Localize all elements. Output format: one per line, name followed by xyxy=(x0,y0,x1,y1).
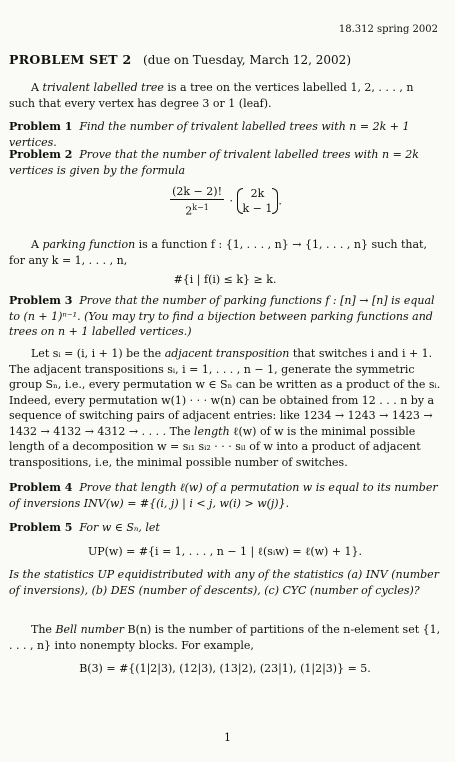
page-number: 1 xyxy=(224,731,231,744)
problem-5-label: Problem 5 xyxy=(9,521,73,534)
problem-5-question: Is the statistics UP equidistributed with any of the statistics (a) INV (number of inversions), (b) DES (number of descents), (c) CYC (number of cycles)? xyxy=(9,568,439,597)
problem-4 xyxy=(9,480,441,511)
problem-3 xyxy=(9,293,441,340)
problem-3-label: Problem 3 xyxy=(9,294,73,307)
problem-5-text: For w ∈ Sₙ, let xyxy=(79,521,160,534)
problem-1-text: Find the number of trivalent labelled trees with n = 2k + 1 vertices. xyxy=(9,120,410,149)
problem-5-formula: UP(w) = #{i = 1, . . . , n − 1 | ℓ(sᵢw) = ℓ(w) + 1}. xyxy=(87,544,363,558)
text: B(n) is the number of partitions of the n-element set {1, . . . , n} into nonempty blocks. For example, xyxy=(9,623,441,652)
text: is a tree on the vertices labelled 1, 2, . . . , n such that every vertex has degree 3 or 1 (leaf). xyxy=(9,81,414,110)
problem-2-label: Problem 2 xyxy=(9,148,73,161)
period: . xyxy=(278,194,282,208)
problem-4-text: Prove that length ℓ(w) of a permutation w is equal to its number of inversions INV(w) = #{(i, j) | i < j, w(i) > w(j)}. xyxy=(9,481,438,510)
binom-bottom: k − 1 xyxy=(242,202,273,216)
binomial xyxy=(237,186,279,216)
problem-4-label: Problem 4 xyxy=(9,481,73,494)
term-trivalent: trivalent labelled tree xyxy=(42,81,164,94)
term-adjacent-transposition: adjacent transposition xyxy=(164,347,290,360)
term-parking-function: parking function xyxy=(42,238,136,251)
bell-paragraph xyxy=(9,622,441,677)
parking-definition xyxy=(9,237,441,288)
parking-formula: #{i | f(i) ≤ k} ≥ k. xyxy=(173,273,277,286)
term-length: length xyxy=(194,424,230,438)
problem-1 xyxy=(9,119,441,150)
text: is a function f : {1, . . . , n} → {1, . . . , n} such that, for any k = 1, . . . , n, xyxy=(9,238,427,267)
problem-5 xyxy=(9,520,441,598)
problem-set-title xyxy=(9,52,351,69)
problem-2-formula xyxy=(9,184,441,219)
transposition-paragraph xyxy=(9,346,441,470)
title-due-date: (due on Tuesday, March 12, 2002) xyxy=(143,53,351,67)
title-bold: PROBLEM SET 2 xyxy=(9,52,132,67)
text: ℓ(w) of w is the minimal possible length of a decomposition w = sᵢ₁ sᵢ₂ · · · sᵢₗ of w into a product of adjacent transpositions, i.e, the minimal possible number of switches. xyxy=(9,424,421,469)
course-header: 18.312 spring 2002 xyxy=(338,24,438,35)
problem-2-text: Prove that the number of trivalent labelled trees with n = 2k vertices is given by the formula xyxy=(9,148,419,177)
binom-top: 2k xyxy=(250,187,265,201)
term-bell-number: Bell number xyxy=(55,623,124,636)
text: A xyxy=(31,238,43,251)
fraction xyxy=(170,184,224,219)
problem-1-label: Problem 1 xyxy=(9,120,73,133)
den-exponent: k−1 xyxy=(192,203,209,212)
trivalent-definition xyxy=(9,80,441,111)
text: Let sᵢ = (i, i + 1) be the xyxy=(31,347,165,360)
text: A xyxy=(31,81,43,94)
problem-2 xyxy=(9,147,441,219)
bell-formula: B(3) = #{(1|2|3), (12|3), (13|2), (23|1), (1|2|3)} = 5. xyxy=(79,662,371,675)
dot: · xyxy=(229,194,233,208)
fraction-denominator xyxy=(170,200,224,219)
problem-3-text: Prove that the number of parking functions f : [n] → [n] is equal to (n + 1)ⁿ⁻¹. (You may try to find a bijection between parking functions and trees on n + 1 labelled vertices.) xyxy=(9,294,435,338)
text: that switches i and i + 1. The adjacent transpositions sᵢ, i = 1, . . . , n − 1, generate the symmetric group Sₙ, i.e., every permutation w ∈ Sₙ can be written as a product of the sᵢ. Indeed, every permutation w(1) · · · w(n) can be obtained from 12 . . . n by a sequence of switching pairs of adjacent entries: like 1234 → 1243 → 1423 → 1432 → 4132 → 4312 → . . . . The xyxy=(9,347,441,438)
fraction-numerator: (2k − 2)! xyxy=(172,185,222,198)
den-base: 2 xyxy=(185,204,193,218)
text: The xyxy=(31,623,56,636)
